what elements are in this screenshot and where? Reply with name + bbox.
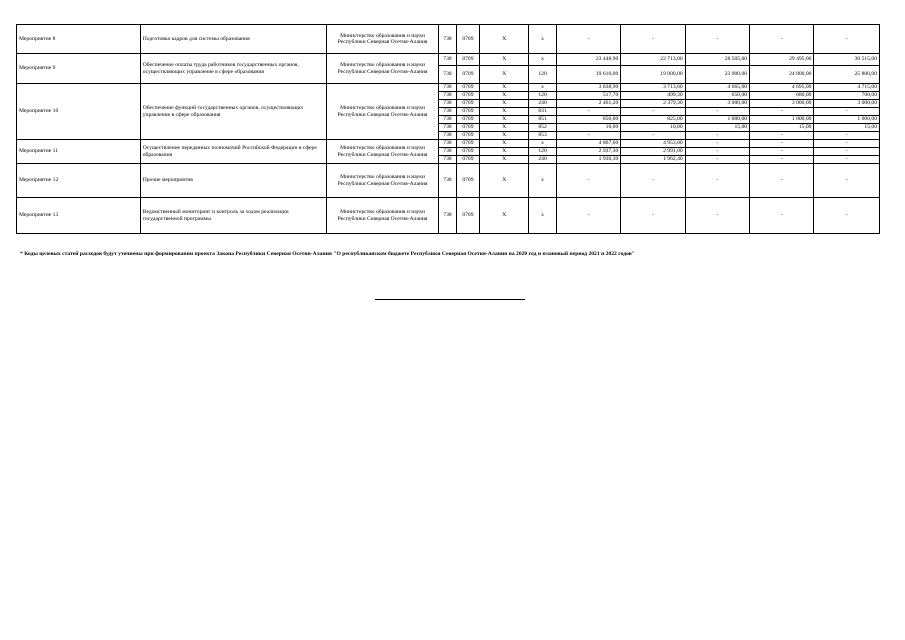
amount-y2018: 1 930,30 bbox=[556, 156, 620, 164]
amount-y2020: 15,00 bbox=[685, 124, 749, 132]
grbs-code: 738 bbox=[439, 92, 456, 100]
amount-y2019: 10,00 bbox=[621, 124, 685, 132]
amount-y2018: - bbox=[556, 164, 620, 198]
expense-type: х bbox=[529, 84, 557, 92]
amount-y2018: 2 937,30 bbox=[556, 148, 620, 156]
grbs-code: 738 bbox=[439, 198, 456, 234]
amount-y2021: 15,00 bbox=[750, 124, 814, 132]
amount-y2021: - bbox=[750, 198, 814, 234]
activity-name: Мероприятие 13 bbox=[17, 198, 141, 234]
amount-y2022: 700,00 bbox=[814, 92, 880, 100]
activity-name: Мероприятие 9 bbox=[17, 54, 141, 84]
amount-y2019: - bbox=[621, 132, 685, 140]
section-code: 0709 bbox=[456, 100, 480, 108]
amount-y2019: 1 962,40 bbox=[621, 156, 685, 164]
expense-type: 853 bbox=[529, 132, 557, 140]
amount-y2021: - bbox=[750, 140, 814, 148]
table-row bbox=[17, 84, 880, 92]
amount-y2022: 4 715,00 bbox=[814, 84, 880, 92]
amount-y2022: - bbox=[814, 198, 880, 234]
activity-name: Мероприятие 10 bbox=[17, 84, 141, 140]
amount-y2022: - bbox=[814, 156, 880, 164]
section-code: 0709 bbox=[456, 140, 480, 148]
amount-y2021: - bbox=[750, 156, 814, 164]
amount-y2020: - bbox=[685, 108, 749, 116]
activity-description: Осуществление переданных полномочий Российской Федерации в сфере образования bbox=[140, 140, 326, 164]
grbs-code: 738 bbox=[439, 156, 456, 164]
section-code: 0709 bbox=[456, 132, 480, 140]
target-code: Х bbox=[480, 100, 529, 108]
target-code: Х bbox=[480, 54, 529, 66]
expense-type: х bbox=[529, 140, 557, 148]
activity-description: Обеспечение оплаты труда работников государственных органов, осуществляющих управление в сфере образования bbox=[140, 54, 326, 84]
section-code: 0709 bbox=[456, 108, 480, 116]
separator-line bbox=[375, 299, 525, 300]
amount-y2019: - bbox=[621, 198, 685, 234]
amount-y2021: - bbox=[750, 25, 814, 54]
amount-y2018: 517,70 bbox=[556, 92, 620, 100]
amount-y2018: 4 867,60 bbox=[556, 140, 620, 148]
amount-y2022: - bbox=[814, 164, 880, 198]
amount-y2022: 30 515,00 bbox=[814, 54, 880, 66]
executor: Министерство образования и науки Республики Северная Осетия-Алания bbox=[326, 84, 438, 140]
amount-y2022: - bbox=[814, 108, 880, 116]
grbs-code: 738 bbox=[439, 100, 456, 108]
target-code: Х bbox=[480, 124, 529, 132]
section-code: 0709 bbox=[456, 156, 480, 164]
amount-y2018: - bbox=[556, 198, 620, 234]
expense-type: 240 bbox=[529, 156, 557, 164]
target-code: Х bbox=[480, 92, 529, 100]
amount-y2021: - bbox=[750, 132, 814, 140]
target-code: Х bbox=[480, 116, 529, 124]
amount-y2020: - bbox=[685, 198, 749, 234]
amount-y2019: 4 953,00 bbox=[621, 140, 685, 148]
expense-type: 120 bbox=[529, 92, 557, 100]
expense-type: 852 bbox=[529, 124, 557, 132]
amount-y2021: - bbox=[750, 108, 814, 116]
table-row bbox=[17, 25, 880, 54]
amount-y2018: - bbox=[556, 108, 620, 116]
grbs-code: 738 bbox=[439, 84, 456, 92]
amount-y2020: - bbox=[685, 164, 749, 198]
amount-y2019: 22 713,00 bbox=[621, 54, 685, 66]
activity-name: Мероприятие 12 bbox=[17, 164, 141, 198]
activity-description: Прочие мероприятия bbox=[140, 164, 326, 198]
target-code: Х bbox=[480, 84, 529, 92]
amount-y2021: - bbox=[750, 164, 814, 198]
amount-y2018: - bbox=[556, 132, 620, 140]
amount-y2018: - bbox=[556, 25, 620, 54]
executor: Министерство образования и науки Республики Северная Осетия-Алания bbox=[326, 54, 438, 84]
grbs-code: 738 bbox=[439, 124, 456, 132]
amount-y2021: 3 000,00 bbox=[750, 100, 814, 108]
amount-y2020: - bbox=[685, 156, 749, 164]
section-code: 0709 bbox=[456, 198, 480, 234]
budget-table bbox=[16, 24, 880, 234]
footnote: * Коды целевых статей расходов будут уточнены при формировании проекта Закона Республики Северная Осетия-Алания "О республиканском бюджете Республики Северная Осетия-Алания на 2020 год и плановый период 2021 и 2022 годов" bbox=[20, 251, 635, 257]
expense-type: х bbox=[529, 198, 557, 234]
amount-y2020: 650,00 bbox=[685, 92, 749, 100]
amount-y2019: 2 379,30 bbox=[621, 100, 685, 108]
amount-y2020: - bbox=[685, 132, 749, 140]
expense-type: 120 bbox=[529, 66, 557, 84]
amount-y2020: 3 000,00 bbox=[685, 100, 749, 108]
target-code: Х bbox=[480, 156, 529, 164]
section-code: 0709 bbox=[456, 92, 480, 100]
target-code: Х bbox=[480, 198, 529, 234]
amount-y2019: 3 713,60 bbox=[621, 84, 685, 92]
executor: Министерство образования и науки Республики Северная Осетия-Алания bbox=[326, 198, 438, 234]
amount-y2021: 1 000,00 bbox=[750, 116, 814, 124]
section-code: 0709 bbox=[456, 66, 480, 84]
amount-y2018: 2 461,20 bbox=[556, 100, 620, 108]
amount-y2020: 28 505,00 bbox=[685, 54, 749, 66]
executor: Министерство образования и науки Республики Северная Осетия-Алания bbox=[326, 164, 438, 198]
table-row bbox=[17, 54, 880, 66]
amount-y2019: - bbox=[621, 164, 685, 198]
amount-y2022: 25 800,00 bbox=[814, 66, 880, 84]
amount-y2022: 15,00 bbox=[814, 124, 880, 132]
amount-y2022: - bbox=[814, 132, 880, 140]
activity-name: Мероприятие 8 bbox=[17, 25, 141, 54]
amount-y2020: - bbox=[685, 25, 749, 54]
section-code: 0709 bbox=[456, 124, 480, 132]
amount-y2020: 1 000,00 bbox=[685, 116, 749, 124]
section-code: 0709 bbox=[456, 25, 480, 54]
target-code: Х bbox=[480, 164, 529, 198]
activity-description: Обеспечение функций государственных органов, осуществляющих управление в сфере образования bbox=[140, 84, 326, 140]
table-row bbox=[17, 164, 880, 198]
grbs-code: 738 bbox=[439, 108, 456, 116]
amount-y2022: 1 000,00 bbox=[814, 116, 880, 124]
target-code: Х bbox=[480, 148, 529, 156]
expense-type: 240 bbox=[529, 100, 557, 108]
expense-type: х bbox=[529, 25, 557, 54]
amount-y2022: - bbox=[814, 140, 880, 148]
amount-y2021: 680,00 bbox=[750, 92, 814, 100]
expense-type: 831 bbox=[529, 108, 557, 116]
grbs-code: 738 bbox=[439, 116, 456, 124]
section-code: 0709 bbox=[456, 116, 480, 124]
amount-y2022: 3 000,00 bbox=[814, 100, 880, 108]
amount-y2018: 10,00 bbox=[556, 124, 620, 132]
amount-y2021: 4 695,00 bbox=[750, 84, 814, 92]
amount-y2020: - bbox=[685, 148, 749, 156]
target-code: Х bbox=[480, 132, 529, 140]
amount-y2018: 850,00 bbox=[556, 116, 620, 124]
grbs-code: 738 bbox=[439, 54, 456, 66]
amount-y2022: - bbox=[814, 25, 880, 54]
expense-type: х bbox=[529, 164, 557, 198]
grbs-code: 738 bbox=[439, 164, 456, 198]
amount-y2021: 29 495,00 bbox=[750, 54, 814, 66]
amount-y2019: 19 000,00 bbox=[621, 66, 685, 84]
amount-y2019: 825,00 bbox=[621, 116, 685, 124]
amount-y2019: 499,30 bbox=[621, 92, 685, 100]
amount-y2020: 23 900,00 bbox=[685, 66, 749, 84]
amount-y2018: 19 610,00 bbox=[556, 66, 620, 84]
grbs-code: 738 bbox=[439, 132, 456, 140]
section-code: 0709 bbox=[456, 54, 480, 66]
amount-y2018: 3 838,90 bbox=[556, 84, 620, 92]
activity-name: Мероприятие 11 bbox=[17, 140, 141, 164]
amount-y2022: - bbox=[814, 148, 880, 156]
amount-y2021: - bbox=[750, 148, 814, 156]
activity-description: Подготовка кадров для системы образования bbox=[140, 25, 326, 54]
amount-y2021: 24 800,00 bbox=[750, 66, 814, 84]
grbs-code: 738 bbox=[439, 148, 456, 156]
expense-type: 120 bbox=[529, 148, 557, 156]
target-code: Х bbox=[480, 25, 529, 54]
amount-y2019: 2 991,00 bbox=[621, 148, 685, 156]
table-row bbox=[17, 198, 880, 234]
amount-y2018: 23 448,90 bbox=[556, 54, 620, 66]
section-code: 0709 bbox=[456, 84, 480, 92]
amount-y2019: - bbox=[621, 25, 685, 54]
executor: Министерство образования и науки Республики Северная Осетия-Алания bbox=[326, 140, 438, 164]
section-code: 0709 bbox=[456, 148, 480, 156]
grbs-code: 738 bbox=[439, 140, 456, 148]
table-body bbox=[17, 25, 880, 234]
amount-y2020: 4 665,00 bbox=[685, 84, 749, 92]
amount-y2020: - bbox=[685, 140, 749, 148]
target-code: Х bbox=[480, 66, 529, 84]
grbs-code: 738 bbox=[439, 25, 456, 54]
section-code: 0709 bbox=[456, 164, 480, 198]
expense-type: х bbox=[529, 54, 557, 66]
target-code: Х bbox=[480, 108, 529, 116]
expense-type: 851 bbox=[529, 116, 557, 124]
table-row bbox=[17, 140, 880, 148]
executor: Министерство образования и науки Республики Северная Осетия-Алания bbox=[326, 25, 438, 54]
grbs-code: 738 bbox=[439, 66, 456, 84]
amount-y2019: - bbox=[621, 108, 685, 116]
activity-description: Ведомственный мониторинг и контроль за ходом реализации государственной программы bbox=[140, 198, 326, 234]
target-code: Х bbox=[480, 140, 529, 148]
